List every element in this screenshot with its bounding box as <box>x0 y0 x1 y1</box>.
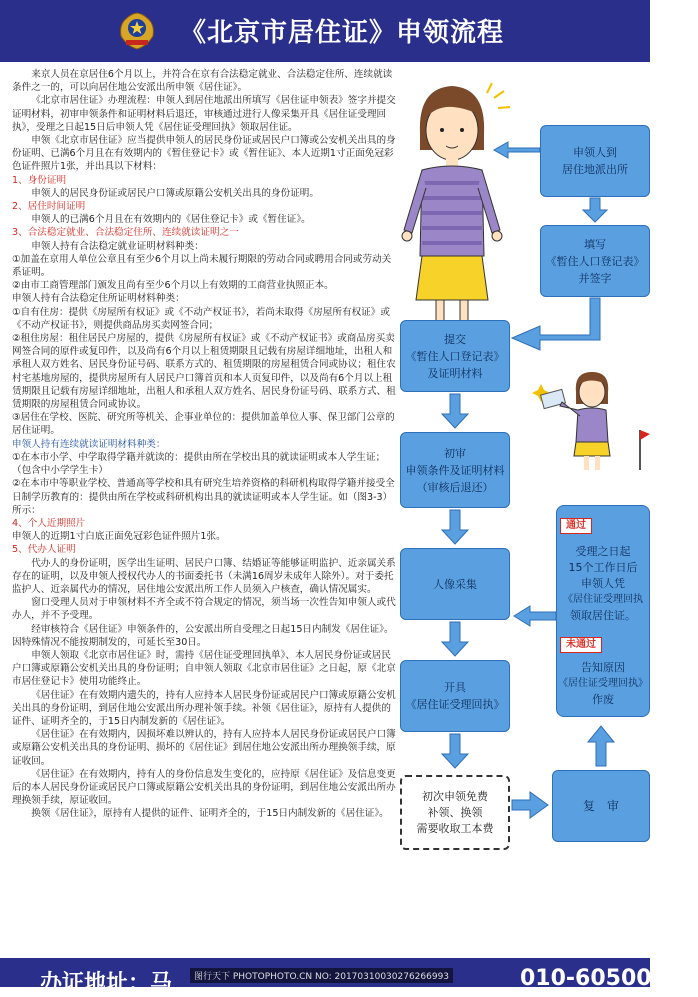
pass-line: 领取居住证。 <box>570 609 636 622</box>
paragraph: 申领人持有合法稳定住所证明材料种类： <box>12 293 185 305</box>
fail-line: 作废 <box>592 693 614 706</box>
paragraph: 1、身份证明 <box>12 174 67 186</box>
paragraph: 来京人员在京居住6个月以上，并符合在京有合法稳定就业、合法稳定住所、连续就读条件之一的，可以向居住地公安派出所申领《居住证》。 <box>12 69 393 94</box>
flow-step-text: 初审 <box>444 446 466 460</box>
flow-step-text: 申领条件及证明材料 <box>405 463 505 477</box>
page-title: 《北京市居住证》申领流程 <box>180 18 505 48</box>
flow-step-text: 及证明材料 <box>427 366 483 380</box>
arrow-down-icon <box>442 510 468 544</box>
flow-step-text: 复 审 <box>582 798 619 813</box>
pass-line: 受理之日起 <box>575 545 631 558</box>
pass-line: 申领人凭 <box>581 577 625 590</box>
paragraph: ②由市工商管理部门颁发且尚有至少6个月以上有效期的工商营业执照正本。 <box>12 280 334 292</box>
paragraph: 申领人的近期1寸白底正面免冠彩色证件照片1张。 <box>12 531 226 543</box>
pass-line: 15个工作日后 <box>568 561 638 574</box>
paragraph: 申领人持有连续就读证明材料种类： <box>12 438 166 450</box>
pass-stamp: 通过 <box>560 518 592 534</box>
paragraph: ②在本市中等职业学校、普通高等学校和具有研究生培养资格的科研机构取得学籍并接受全日制学历教育的：提供由所在学校或科研机构出具的就读证明或本人学生证。如（图3-3）所示： <box>12 478 395 516</box>
paragraph: ①自有住房：提供《房屋所有权证》或《不动产权证书》，若尚未取得《房屋所有权证》或《不动产权证书》，则提供商品房买卖网签合同； <box>12 306 390 331</box>
paragraph: ③居住在学校、医院、研究所等机关、企事业单位的：提供加盖单位人事、保卫部门公章的居住证明。 <box>12 412 395 437</box>
fee-line: 补领、换领 <box>427 805 483 819</box>
paragraph: 申领《北京市居住证》应当提供申领人的居民身份证或居民户口簿或公安机关出具的身份证明、已满6个月且在有效期内的《暂住登记卡》或《暂住证》、本人近期1寸正面免冠彩色证件照片1张，并出具以下材料： <box>12 135 396 173</box>
arrow-up-icon <box>588 726 614 766</box>
watermark: 图行天下 PHOTOPHOTO.CN NO: 20170310030276266993 <box>190 968 453 983</box>
paragraph: 申领人的已满6个月且在有效期内的《居住登记卡》或《暂住证》。 <box>31 214 311 226</box>
flow-step-text: 并签字 <box>578 271 612 285</box>
arrow-down-icon <box>583 198 607 222</box>
paragraph: 《北京市居住证》办理流程：申领人到居住地派出所填写《居住证申领表》签字并提交证明材料，初审申领条件和证明材料后退还，审核通过进行人像采集开具《居住证受理回执》，受理之日起15日后申领人凭《居住证受理回执》领取居住证。 <box>12 95 396 133</box>
fail-line: 《居住证受理回执》 <box>558 678 648 689</box>
arrow-down-icon <box>442 734 468 768</box>
paragraph: 窗口受理人员对于申领材料不齐全或不符合规定的情况，须当场一次性告知申领人或代办人，并不予受理。 <box>12 597 396 622</box>
paragraph: 经审核符合《居住证》申领条件的，公安派出所自受理之日起15日内制发《居住证》。因特殊情况不能按期制发的，可延长至30日。 <box>12 623 394 648</box>
pass-line: 《居住证受理回执 <box>563 594 643 605</box>
paragraph: 申领人领取《北京市居住证》时，需持《居住证受理回执单》、本人居民身份证或居民户口簿或原籍公安机关出具的身份证明；自申领人领取《北京市居住证》之日起，原《北京市居住登记卡》使用功能终止。 <box>12 649 396 688</box>
flow-step-text: 开具 <box>444 681 466 694</box>
paragraph: ①在本市小学、中学取得学籍并就读的：提供由所在学校出具的就读证明或本人学生证；（包含中小学学生卡） <box>12 451 386 477</box>
arrow-down-icon <box>512 298 600 350</box>
paragraph: 《居住证》在有效期内，持有人的身份信息发生变化的，应持原《居住证》及信息变更后的本人居民身份证或居民户口簿或原籍公安机关出具的身份证明，到居住地公安派出所办理换领手续，原证收回。 <box>12 768 396 807</box>
paragraph: 5、代办人证明 <box>12 544 76 556</box>
footer-address: 办证地址：马 <box>40 971 173 996</box>
footer-phone: 010-60500221 <box>520 966 698 991</box>
fail-stamp: 未通过 <box>560 637 602 653</box>
paragraph: 换领《居住证》，原持有人提供的证件、证明齐全的，于15日内制发新的《居住证》。 <box>31 808 389 820</box>
paragraph: 《居住证》在有效期内遗失的，持有人应持本人居民身份证或居民户口簿或原籍公安机关出具的身份证明，到居住地公安派出所办理补领手续。补领《居住证》，原持有人提供的证件、证明齐全的，于15日内制发新的《居住证》。 <box>12 689 396 727</box>
paragraph: 代办人的身份证明，医学出生证明、居民户口簿、结婚证等能够证明监护、近亲属关系存在的证明，以及申领人授权代办人的书面委托书（未满16周岁未成年人除外）。对于委托监护人、近亲属代办的情况，居住地公安派出所工作人员须入户核查，确认情况属实。 <box>12 557 396 595</box>
fail-line: 告知原因 <box>581 661 625 674</box>
flow-step-text: 填写 <box>584 237 606 251</box>
flow-step-text: 《暂住人口登记表》 <box>405 349 505 363</box>
arrow-left-icon <box>494 142 540 158</box>
flow-step-text: （审核后退还） <box>416 480 494 494</box>
flow-step-text: 《暂住人口登记表》 <box>545 254 645 268</box>
fee-line: 初次申领免费 <box>422 789 488 803</box>
arrow-left-icon <box>514 606 556 626</box>
flow-step-text: 居住地派出所 <box>562 163 628 176</box>
paragraph: ①加盖在京用人单位公章且有至少6个月以上尚未履行期限的劳动合同或聘用合同或劳动关系证明。 <box>12 253 392 279</box>
paragraph: 申领人持有合法稳定就业证明材料种类： <box>31 240 204 252</box>
fee-line: 需要收取工本费 <box>416 821 494 835</box>
flow-step-text: 提交 <box>444 332 466 346</box>
arrow-right-icon <box>512 792 548 818</box>
paragraph: 4、个人近期照片 <box>12 517 86 529</box>
paragraph: 《居住证》在有效期内，因损坏难以辨认的，持有人应持本人居民身份证或居民户口簿或原籍公安机关出具的身份证明、损坏的《居住证》到居住地公安派出所办理换领手续，原证收回。 <box>12 729 396 767</box>
flow-step-text: 人像采集 <box>433 577 477 591</box>
paragraph: 3、合法稳定就业、合法稳定住所、连续就读证明之一 <box>12 227 239 239</box>
arrow-down-icon <box>442 622 468 656</box>
paragraph: ②租住房屋：租住居民户房屋的，提供《房屋所有权证》或《不动产权证书》或商品房买卖网签合同的原件或复印件，以及尚有6个月以上租赁期限且记载有房屋详细地址，出租人和承租人双方姓名、居民身份证号码、联系方式的、租赁期限的房屋租赁合同或协议；租住农村宅基地房屋的，提供房屋所有人居民户口簿首页和本人页复印件，以及尚有6个月以上租赁期限且记载有房屋详细地址，出租人和承租人双方姓名、居民身份证号码、联系方式、租赁期限的房屋租赁合同或协议。 <box>12 333 396 411</box>
flow-step-text: 《居住证受理回执》 <box>405 698 505 711</box>
paragraph: 申领人的居民身份证或居民户口簿或原籍公安机关出具的身份证明。 <box>31 187 319 199</box>
arrow-down-icon <box>442 394 468 428</box>
flow-step-text: 申领人到 <box>573 146 617 159</box>
paragraph: 2、居住时间证明 <box>12 201 86 213</box>
